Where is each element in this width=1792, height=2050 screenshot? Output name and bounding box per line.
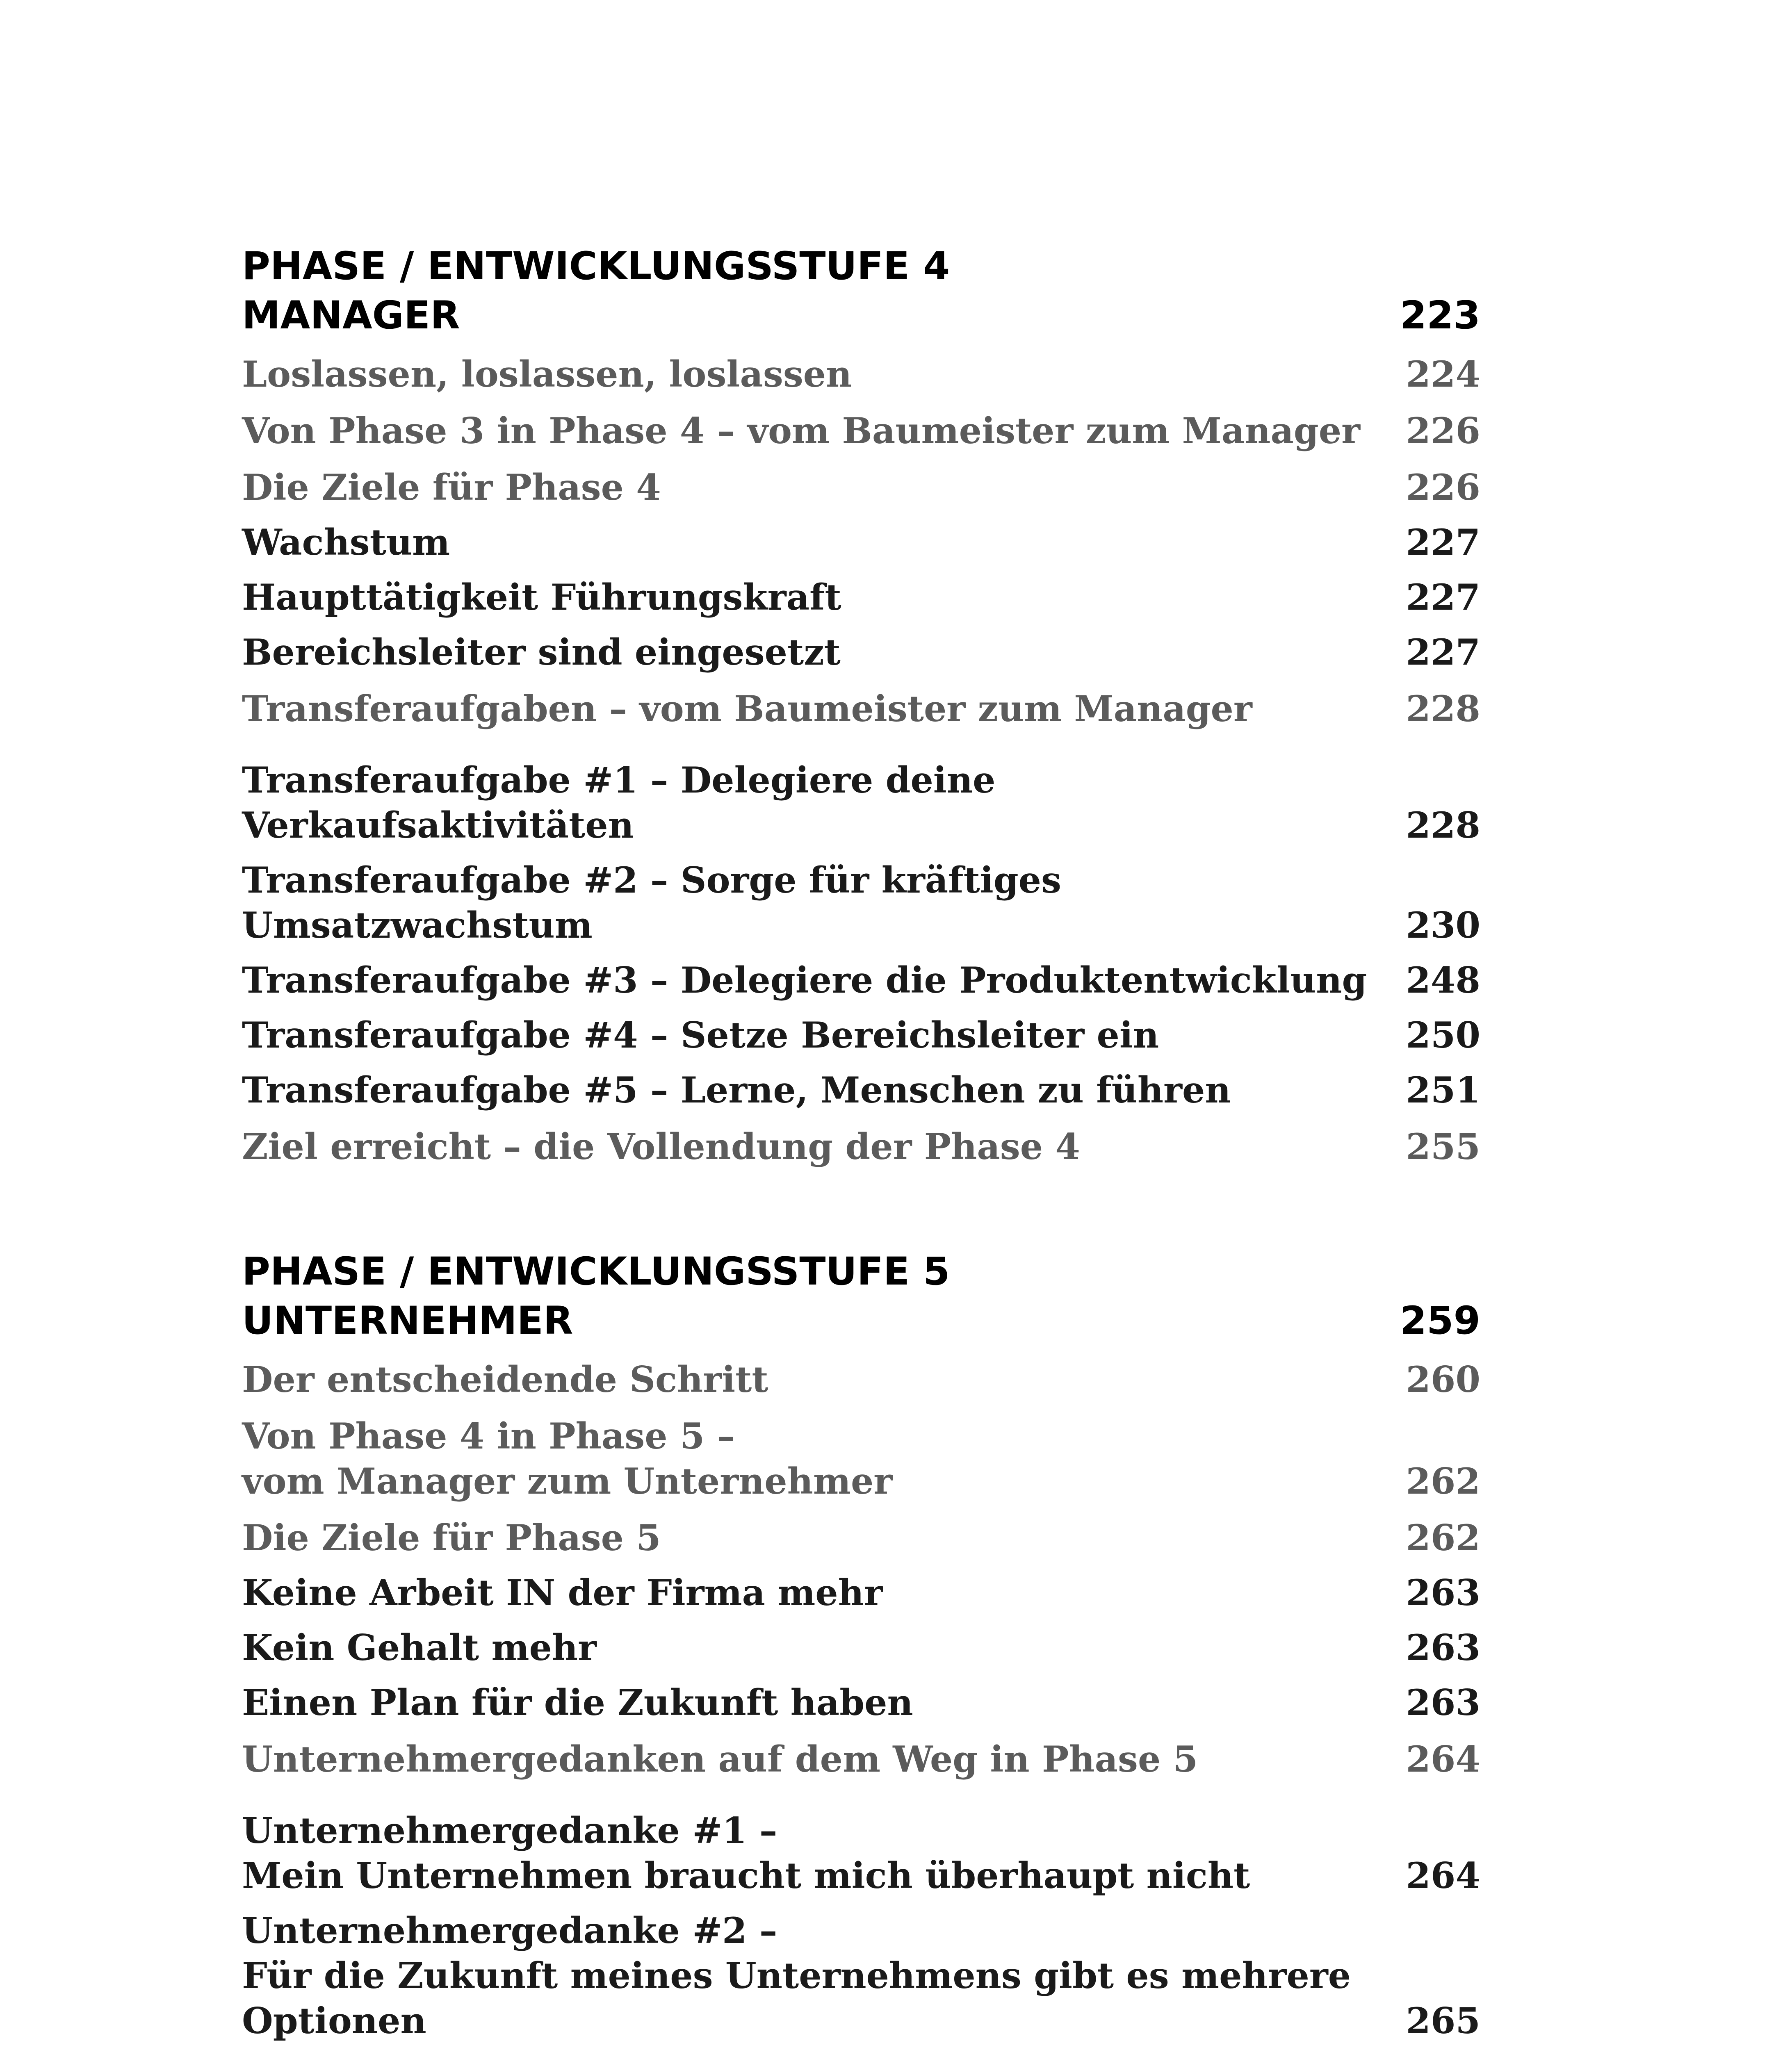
toc-entry[interactable]	[242, 1068, 1480, 1113]
toc-entry-page: 226	[1406, 410, 1480, 452]
toc-entry-title: Keine Arbeit IN der Firma mehr	[242, 1572, 883, 1614]
toc-entry-page: 227	[1406, 631, 1480, 673]
toc-entry-page: 262	[1406, 1460, 1480, 1502]
toc-entry[interactable]	[242, 958, 1480, 1003]
toc-entry[interactable]	[242, 1737, 1480, 1782]
toc-entry[interactable]	[242, 408, 1480, 453]
toc-entry-title: Ziel erreicht – die Vollendung der Phase 4	[242, 1125, 1080, 1168]
toc-entry[interactable]	[242, 758, 1480, 848]
section-heading	[242, 1247, 1480, 1346]
toc-entry-page: 264	[1406, 1738, 1480, 1780]
toc-entry[interactable]	[242, 1680, 1480, 1725]
toc-entry-page: 255	[1406, 1125, 1480, 1168]
toc-entry[interactable]	[242, 575, 1480, 620]
toc-entry[interactable]	[242, 1124, 1480, 1169]
toc-entry-page: 228	[1406, 804, 1480, 846]
toc-entry-title: Unternehmergedanke #2 – Für die Zukunft meines Unternehmens gibt es mehrere Optionen	[242, 1909, 1351, 2042]
toc-entry-page: 263	[1406, 1626, 1480, 1669]
toc-entry-page: 228	[1406, 688, 1480, 730]
toc-entry[interactable]	[242, 352, 1480, 397]
toc-entry[interactable]	[242, 1357, 1480, 1402]
toc-entry[interactable]	[242, 1515, 1480, 1560]
toc-entry[interactable]	[242, 1908, 1480, 2043]
section-heading-page: 259	[1400, 1298, 1480, 1343]
toc-entry-title: Der entscheidende Schritt	[242, 1358, 768, 1401]
toc-entry-title: Haupttätigkeit Führungskraft	[242, 576, 841, 618]
toc-entry-title: Einen Plan für die Zukunft haben	[242, 1681, 913, 1724]
toc-entry[interactable]	[242, 858, 1480, 948]
toc-entry-title: Loslassen, loslassen, loslassen	[242, 353, 852, 395]
toc-entry-title: Transferaufgabe #2 – Sorge für kräftiges Umsatzwachstum	[242, 859, 1061, 946]
toc-entry-page: 250	[1406, 1014, 1480, 1056]
toc-entry[interactable]	[242, 465, 1480, 510]
toc-entry-page: 263	[1406, 1572, 1480, 1614]
toc-entry-page: 251	[1406, 1069, 1480, 1111]
toc-entry-page: 227	[1406, 521, 1480, 563]
toc-entry-title: Transferaufgaben – vom Baumeister zum Manager	[242, 688, 1252, 730]
toc-entry-page: 260	[1406, 1358, 1480, 1401]
toc-entry-page: 230	[1406, 904, 1480, 946]
toc-entry[interactable]	[242, 1808, 1480, 1898]
toc-entry-page: 263	[1406, 1681, 1480, 1724]
toc-entry-title: Von Phase 3 in Phase 4 – vom Baumeister zum Manager	[242, 410, 1360, 452]
toc-entry-title: Kein Gehalt mehr	[242, 1626, 597, 1669]
table-of-contents	[242, 242, 1480, 2050]
toc-entry-title: Transferaufgabe #5 – Lerne, Menschen zu führen	[242, 1069, 1231, 1111]
toc-entry-page: 262	[1406, 1517, 1480, 1559]
toc-entry-page: 226	[1406, 466, 1480, 508]
toc-entry-title: Die Ziele für Phase 4	[242, 466, 661, 508]
toc-entry-title: Unternehmergedanken auf dem Weg in Phase 5	[242, 1738, 1198, 1780]
toc-entry-title: Von Phase 4 in Phase 5 – vom Manager zum Unternehmer	[242, 1415, 893, 1502]
toc-entry[interactable]	[242, 630, 1480, 675]
toc-section-phase-5	[242, 1247, 1480, 2043]
toc-entry-page: 264	[1406, 1854, 1480, 1897]
toc-entry-title: Transferaufgabe #1 – Delegiere deine Verkaufsaktivitäten	[242, 759, 996, 846]
section-heading-line1: PHASE / ENTWICKLUNGSSTUFE 5	[242, 1249, 950, 1294]
toc-entry-page: 227	[1406, 576, 1480, 618]
toc-entry-title: Bereichsleiter sind eingesetzt	[242, 631, 841, 673]
toc-entry[interactable]	[242, 520, 1480, 565]
section-heading-line2: UNTERNEHMER	[242, 1298, 573, 1343]
toc-entry-title: Unternehmergedanke #1 – Mein Unternehmen braucht mich überhaupt nicht	[242, 1809, 1250, 1897]
section-heading-line1: PHASE / ENTWICKLUNGSSTUFE 4	[242, 244, 950, 289]
toc-entry-title: Wachstum	[242, 521, 450, 563]
section-heading-line2: MANAGER	[242, 293, 460, 338]
toc-entry-title: Transferaufgabe #4 – Setze Bereichsleiter ein	[242, 1014, 1159, 1056]
toc-entry-title: Die Ziele für Phase 5	[242, 1517, 661, 1559]
section-heading	[242, 242, 1480, 340]
section-heading-row	[242, 1296, 1480, 1346]
toc-section-phase-4	[242, 242, 1480, 1169]
toc-entry-page: 248	[1406, 959, 1480, 1001]
toc-entry-page: 224	[1406, 353, 1480, 395]
toc-entry[interactable]	[242, 1570, 1480, 1615]
toc-entry-title: Transferaufgabe #3 – Delegiere die Produktentwicklung	[242, 959, 1367, 1001]
toc-entry[interactable]	[242, 1414, 1480, 1504]
toc-entry-page: 265	[1406, 2000, 1480, 2042]
toc-entry[interactable]	[242, 686, 1480, 731]
toc-entry[interactable]	[242, 1013, 1480, 1058]
toc-entry[interactable]	[242, 1625, 1480, 1670]
section-heading-page: 223	[1400, 293, 1480, 338]
section-heading-row	[242, 291, 1480, 340]
